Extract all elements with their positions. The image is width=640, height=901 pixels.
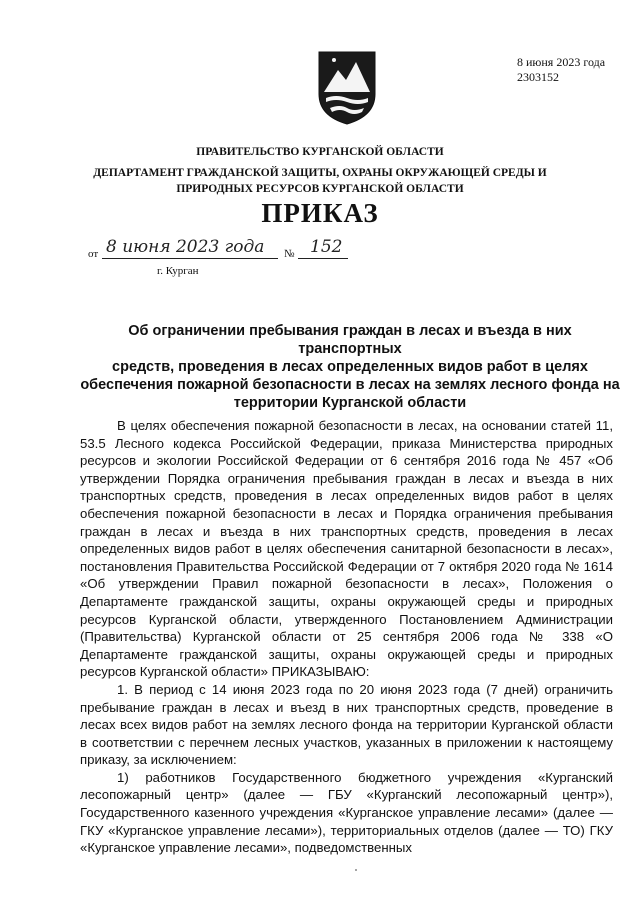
subject-line-4: территории Курганской области — [233, 395, 467, 411]
coat-of-arms-icon — [316, 50, 378, 126]
date-underline — [102, 258, 278, 259]
item-1-paragraph: 1. В период с 14 июня 2023 года по 20 июня 2023 года (7 дней) ограничить пребывание граждан в лесах и въезд в них транспортных средств, проведение в лесах всех видов работ на землях лесного фонда на территории Курганской области в соответствии с перечнем лесных участков, указанных в приложении к настоящему приказу, за исключением: — [80, 681, 613, 768]
department-title — [0, 165, 640, 197]
document-title: ПРИКАЗ — [261, 198, 379, 228]
registration-number: 2303152 — [517, 70, 559, 84]
city-label: г. Курган — [157, 265, 199, 277]
handwritten-date: 8 июня 2023 года — [106, 237, 265, 257]
from-label: от — [88, 248, 99, 260]
item-1-subitem-1-paragraph: 1) работников Государственного бюджетного учреждения «Курганский лесопожарный центр» (далее — ГБУ «Курганский лесопожарный центр»), Государственного казенного учреждения «Курганское управление лесами» (далее — ГКУ «Курганское управление лесами»), территориальных отделов (далее — ТО) ГКУ «Курганское управление лесами», подведомственных — [80, 769, 613, 856]
registration-date: 8 июня 2023 года — [517, 55, 606, 69]
government-title: ПРАВИТЕЛЬСТВО КУРГАНСКОЙ ОБЛАСТИ — [196, 146, 444, 158]
subject-line-1: Об ограничении пребывания граждан в лесах и въезда в них транспортных — [128, 323, 572, 357]
number-underline — [298, 258, 348, 259]
handwritten-number: 152 — [310, 237, 343, 257]
department-line-1: ДЕПАРТАМЕНТ ГРАЖДАНСКОЙ ЗАЩИТЫ, ОХРАНЫ ОКРУЖАЮЩЕЙ СРЕДЫ И — [93, 167, 547, 179]
department-line-2: ПРИРОДНЫХ РЕСУРСОВ КУРГАНСКОЙ ОБЛАСТИ — [176, 183, 464, 195]
subject-line-2: средств, проведения в лесах определенных видов работ в целях — [112, 359, 588, 375]
order-date-number-line — [88, 237, 388, 264]
order-body — [80, 417, 613, 857]
subject-line-3: обеспечения пожарной безопасности в лесах на землях лесного фонда на — [80, 377, 620, 393]
number-label: № — [284, 248, 295, 260]
preamble-paragraph: В целях обеспечения пожарной безопасности в лесах, на основании статей 11, 53.5 Лесного кодекса Российской Федерации, приказа Министерства природных ресурсов и экологии Российской Федерации от 6 сентября 2016 года № 457 «Об утверждении Порядка ограничения пребывания граждан в лесах и въезда в них транспортных средств, проведения в лесах определенных видов работ в целях обеспечения пожарной безопасности в лесах и Порядка ограничения пребывания граждан в лесах и въезда в них транспортных средств, проведения в лесах определенных видов работ в целях обеспечения санитарной безопасности в лесах», постановления Правительства Российской Федерации от 7 октября 2020 года № 1614 «Об утверждении Правил пожарной безопасности в лесах», Положения о Департаменте гражданской защиты, охраны окружающей среды и природных ресурсов Курганской области, утвержденного Постановлением Администрации (Правительства) Курганской области от 25 сентября 2006 года № 338 «О Департаменте гражданской защиты, охраны окружающей среды и природных ресурсов Курганской области» ПРИКАЗЫВАЮ: — [80, 418, 613, 680]
page-mark — [355, 869, 357, 871]
order-subject — [80, 322, 620, 412]
